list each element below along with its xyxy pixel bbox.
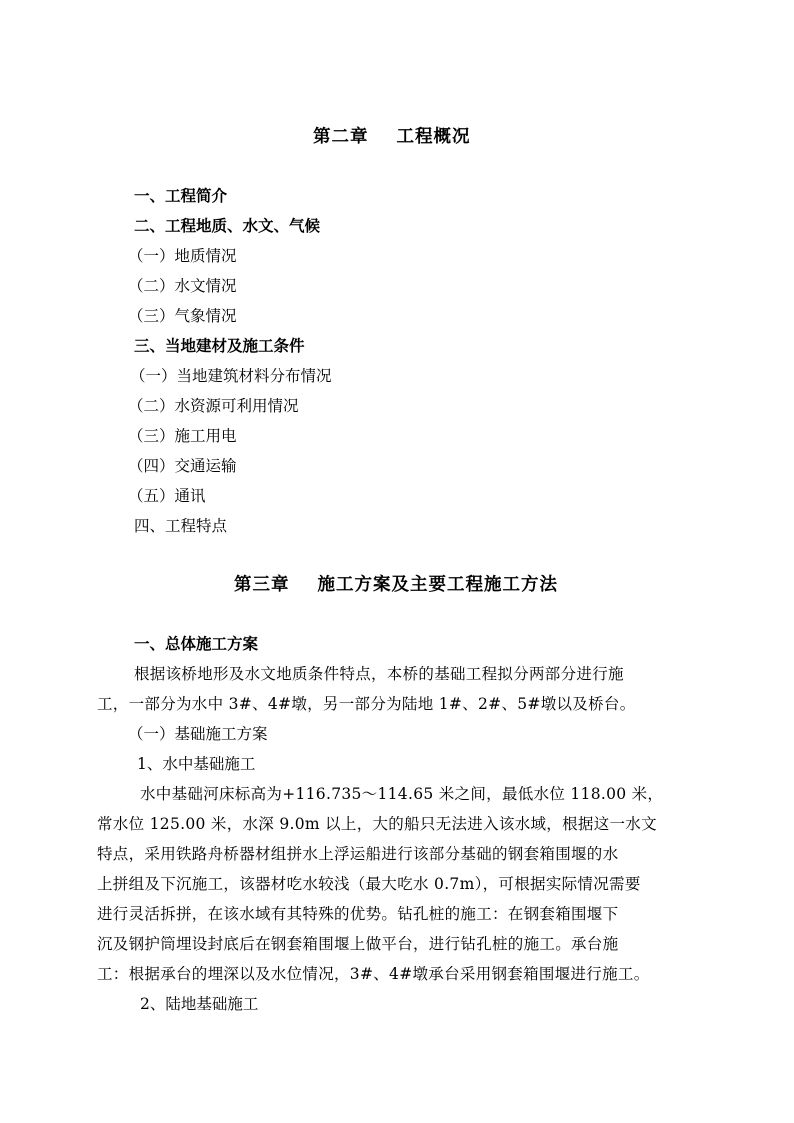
- chapter-3-title: 施工方案及主要工程施工方法: [317, 575, 558, 595]
- outline-item: （一）地质情况: [128, 247, 237, 265]
- paragraph-line: 工，一部分为水中 3#、4#墩，另一部分为陆地 1#、2#、5#墩以及桥台。: [97, 695, 636, 713]
- outline-item: 四、工程特点: [134, 517, 228, 535]
- outline-item: 一、工程简介: [134, 186, 228, 205]
- outline-item: （三）施工用电: [128, 427, 237, 445]
- subsection-heading: （一）基础施工方案: [128, 725, 268, 743]
- chapter-2-title: 工程概况: [396, 127, 471, 147]
- chapter-3-heading: [234, 575, 558, 595]
- paragraph-line: 根据该桥地形及水文地质条件特点，本桥的基础工程拟分两部分进行施: [134, 665, 624, 683]
- section-heading: 一、总体施工方案: [134, 634, 259, 653]
- outline-item: （三）气象情况: [128, 307, 237, 325]
- paragraph-line: 水中基础河床标高为+116.735～114.65 米之间，最低水位 118.00 米，: [140, 785, 664, 803]
- chapter-2-heading: [313, 127, 471, 147]
- paragraph-line: 上拼组及下沉施工，该器材吃水较浅（最大吃水 0.7m），可根据实际情况需要: [97, 875, 641, 893]
- item-heading: 1、水中基础施工: [137, 755, 256, 773]
- chapter-3-number: 第三章: [234, 575, 290, 595]
- paragraph-line: 进行灵活拆拼，在该水域有其特殊的优势。钻孔桩的施工：在钢套箱围堰下: [97, 905, 619, 923]
- chapter-2-number: 第二章: [313, 127, 369, 147]
- outline-item: 三、当地建材及施工条件: [134, 336, 305, 355]
- paragraph-line: 沉及钢护筒埋设封底后在钢套箱围堰上做平台，进行钻孔桩的施工。承台施: [97, 935, 619, 953]
- item-heading: 2、陆地基础施工: [140, 995, 259, 1013]
- paragraph-line: 工：根据承台的埋深以及水位情况，3#、4#墩承台采用钢套箱围堰进行施工。: [97, 965, 650, 983]
- outline-item: （二）水文情况: [128, 277, 237, 295]
- outline-item: （五）通讯: [128, 487, 206, 505]
- outline-item: 二、工程地质、水文、气候: [134, 216, 321, 235]
- paragraph-line: 常水位 125.00 米，水深 9.0m 以上，大的船只无法进入该水域，根据这一水文: [97, 815, 657, 833]
- outline-item: （四）交通运输: [128, 457, 237, 475]
- paragraph-line: 特点，采用铁路舟桥器材组拼水上浮运船进行该部分基础的钢套箱围堰的水: [97, 845, 619, 863]
- outline-item: （二）水资源可利用情况: [128, 397, 299, 415]
- outline-item: （一）当地建筑材料分布情况: [130, 367, 332, 385]
